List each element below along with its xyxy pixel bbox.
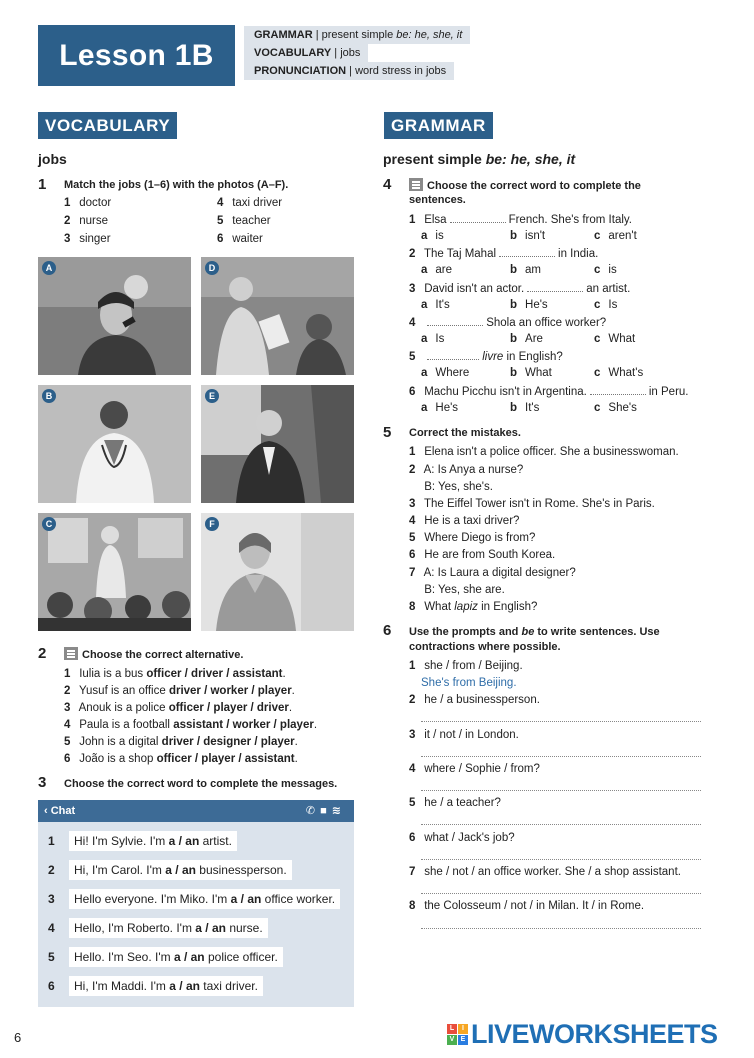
option-a[interactable]: a Is	[421, 333, 445, 345]
alternative-options[interactable]: officer / driver / assistant	[146, 668, 283, 680]
chat-panel	[38, 800, 354, 1007]
answer-line[interactable]	[421, 893, 701, 894]
gap-sentence: 2 The Taj Mahal in India.	[409, 248, 599, 260]
answer-blank[interactable]	[590, 385, 646, 395]
prompt-item: 8 the Colosseum / not / in Milan. It / in Rome.	[409, 900, 645, 912]
photo-teacher	[38, 513, 191, 631]
prompt-item: 5 he / a teacher?	[409, 797, 501, 809]
option-b[interactable]: b Are	[510, 333, 543, 345]
alternative-item: 5 John is a digital driver / designer / player.	[64, 736, 298, 748]
chat-header	[38, 800, 354, 822]
chat-message: 2 Hi, I'm Carol. I'm a / an businessperson.	[48, 860, 292, 880]
option-c[interactable]: c She's	[594, 402, 637, 414]
mistake-item: B: Yes, she are.	[424, 584, 505, 596]
info-pronunciation: PRONUNCIATION | word stress in jobs	[244, 62, 454, 80]
job-item: 3 singer	[64, 233, 111, 245]
photo-singer	[38, 257, 191, 375]
question-number: 3	[38, 774, 47, 791]
alternative-item: 2 Yusuf is an office driver / worker / player.	[64, 685, 295, 697]
job-item: 5 teacher	[217, 215, 271, 227]
photo-label: E	[205, 389, 219, 403]
photo-image	[201, 257, 354, 375]
alternative-options[interactable]: a / an	[195, 921, 226, 935]
option-b[interactable]: b He's	[510, 299, 548, 311]
photo-image	[38, 257, 191, 375]
chat-back-icon[interactable]: ‹	[44, 805, 48, 817]
option-a[interactable]: a Where	[421, 367, 470, 379]
prompt-item: 6 what / Jack's job?	[409, 832, 515, 844]
job-item: 2 nurse	[64, 215, 108, 227]
prompt-example: 1 she / from / Beijing.	[409, 660, 523, 672]
lesson-number: 1B	[174, 38, 214, 72]
mistake-item: 3 The Eiffel Tower isn't in Rome. She's in Paris.	[409, 498, 655, 510]
question-instruction: Use the prompts and be to write sentences. Use	[409, 626, 660, 638]
photo-label: A	[42, 261, 56, 275]
chat-bubble: Hello. I'm Seo. I'm a / an police officer.	[69, 947, 283, 967]
liveworksheets-logo	[447, 1019, 743, 1049]
option-b[interactable]: b What	[510, 367, 552, 379]
lesson-word: Lesson	[59, 38, 167, 72]
option-c[interactable]: c is	[594, 264, 617, 276]
alternative-options[interactable]: assistant / worker / player	[173, 719, 314, 731]
option-a[interactable]: a It's	[421, 299, 450, 311]
question-number: 4	[383, 176, 392, 193]
prompt-item: 4 where / Sophie / from?	[409, 763, 540, 775]
option-b[interactable]: b It's	[510, 402, 540, 414]
option-b[interactable]: b isn't	[510, 230, 546, 242]
grammar-heading: GRAMMAR	[384, 112, 493, 139]
mistake-item: 4 He is a taxi driver?	[409, 515, 520, 527]
logo-mark-icon: L I V E	[447, 1024, 468, 1045]
option-c[interactable]: c aren't	[594, 230, 637, 242]
question-instruction: sentences.	[409, 194, 466, 206]
photo-nurse	[201, 513, 354, 631]
grammar-subtitle: present simple be: he, she, it	[383, 151, 576, 167]
vocabulary-subtitle: jobs	[38, 151, 67, 167]
photo-doctor	[38, 385, 191, 503]
photo-label: B	[42, 389, 56, 403]
question-instruction: contractions where possible.	[409, 641, 561, 653]
answer-blank[interactable]	[499, 247, 555, 257]
chat-message: 3 Hello everyone. I'm Miko. I'm a / an office worker.	[48, 889, 340, 909]
vocabulary-heading: VOCABULARY	[38, 112, 177, 139]
chat-bubble: Hi, I'm Carol. I'm a / an businessperson.	[69, 860, 292, 880]
alternative-options[interactable]: officer / player / driver	[168, 702, 289, 714]
option-b[interactable]: b am	[510, 264, 542, 276]
lesson-title	[38, 25, 235, 86]
mistake-item: 7 A: Is Laura a digital designer?	[409, 567, 576, 579]
question-number: 6	[383, 622, 392, 639]
alternative-item: 3 Anouk is a police officer / player / driver.	[64, 702, 293, 714]
question-instruction: Correct the mistakes.	[409, 427, 521, 439]
answer-blank[interactable]	[527, 282, 583, 292]
photo-waiter	[201, 257, 354, 375]
mistake-item: B: Yes, she's.	[424, 481, 493, 493]
photo-label: D	[205, 261, 219, 275]
job-item: 6 waiter	[217, 233, 263, 245]
question-number: 1	[38, 176, 47, 193]
alternative-options[interactable]: driver / worker / player	[168, 685, 292, 697]
photo-taxi-driver	[201, 385, 354, 503]
alternative-item: 6 João is a shop officer / player / assistant.	[64, 753, 298, 765]
photo-image	[201, 385, 354, 503]
mistake-item: 1 Elena isn't a police officer. She a businesswoman.	[409, 446, 679, 458]
info-vocabulary: VOCABULARY | jobs	[244, 44, 368, 62]
question-instruction: Choose the correct word to complete the messages.	[64, 778, 338, 790]
alternative-options[interactable]: a / an	[230, 892, 262, 906]
photo-image	[38, 513, 191, 631]
answer-line[interactable]	[421, 756, 701, 757]
gap-sentence: 1 Elsa French. She's from Italy.	[409, 214, 632, 226]
photo-image	[201, 513, 354, 631]
chat-bubble: Hello, I'm Roberto. I'm a / an nurse.	[69, 918, 268, 938]
chat-message: 4 Hello, I'm Roberto. I'm a / an nurse.	[48, 918, 268, 938]
prompt-item: 2 he / a businessperson.	[409, 694, 540, 706]
answer-blank[interactable]	[427, 316, 483, 326]
alternative-options[interactable]: a / an	[173, 950, 205, 964]
chat-message: 1 Hi! I'm Sylvie. I'm a / an artist.	[48, 831, 237, 851]
option-a[interactable]: a He's	[421, 402, 459, 414]
prompt-item: 7 she / not / an office worker. She / a shop assistant.	[409, 866, 681, 878]
alternative-options[interactable]: officer / player / assistant	[156, 753, 295, 765]
answer-blank[interactable]	[450, 213, 506, 223]
mistake-item: 8 What lapiz in English?	[409, 601, 538, 613]
photo-label: F	[205, 517, 219, 531]
answer-line[interactable]	[421, 859, 701, 860]
answer-line[interactable]	[421, 928, 701, 929]
alternative-options[interactable]: a / an	[168, 834, 200, 848]
gap-sentence: 5 livre in English?	[409, 351, 563, 363]
question-instruction: Choose the correct word to complete the	[409, 178, 641, 194]
answer-line[interactable]	[421, 790, 701, 791]
example-answer: She's from Beijing.	[421, 677, 517, 689]
chat-bubble: Hi, I'm Maddi. I'm a / an taxi driver.	[69, 976, 263, 996]
chat-message: 6 Hi, I'm Maddi. I'm a / an taxi driver.	[48, 976, 263, 996]
info-grammar: GRAMMAR | present simple be: he, she, it	[244, 26, 470, 44]
gap-sentence: 4 Shola an office worker?	[409, 317, 607, 329]
worksheet-icon	[64, 647, 78, 660]
photo-image	[38, 385, 191, 503]
video-icon[interactable]: ■	[320, 805, 332, 817]
gap-sentence: 6 Machu Picchu isn't in Argentina. in Peru.	[409, 386, 689, 398]
mistake-item: 2 A: Is Anya a nurse?	[409, 464, 524, 476]
question-number: 5	[383, 424, 392, 441]
option-c[interactable]: c What	[594, 333, 636, 345]
alternative-item: 4 Paula is a football assistant / worker / player.	[64, 719, 318, 731]
job-item: 1 doctor	[64, 197, 112, 209]
mistake-item: 5 Where Diego is from?	[409, 532, 536, 544]
job-item: 4 taxi driver	[217, 197, 283, 209]
page-number: 6	[14, 1030, 22, 1045]
answer-line[interactable]	[421, 824, 701, 825]
prompt-item: 3 it / not / in London.	[409, 729, 519, 741]
worksheet-icon	[409, 178, 423, 191]
signal-icon[interactable]: ≋	[331, 805, 346, 817]
photo-label: C	[42, 517, 56, 531]
alternative-options[interactable]: driver / designer / player	[161, 736, 295, 748]
chat-bubble: Hello everyone. I'm Miko. I'm a / an office worker.	[69, 889, 340, 909]
mistake-item: 6 He are from South Korea.	[409, 549, 556, 561]
question-number: 2	[38, 645, 47, 662]
option-a[interactable]: a is	[421, 230, 444, 242]
alternative-options[interactable]: a / an	[165, 863, 196, 877]
chat-message: 5 Hello. I'm Seo. I'm a / an police officer.	[48, 947, 283, 967]
gap-sentence: 3 David isn't an actor. an artist.	[409, 283, 631, 295]
option-a[interactable]: a are	[421, 264, 453, 276]
question-instruction: Choose the correct alternative.	[64, 647, 243, 663]
answer-line[interactable]	[421, 721, 701, 722]
alternative-item: 1 Iulia is a bus officer / driver / assistant.	[64, 668, 286, 680]
logo-text: LIVEWORKSHEETS	[471, 1018, 718, 1049]
question-instruction: Match the jobs (1–6) with the photos (A–F).	[64, 179, 289, 191]
option-c[interactable]: c Is	[594, 299, 618, 311]
phone-icon[interactable]: ✆	[305, 805, 321, 817]
alternative-options[interactable]: a / an	[169, 979, 200, 993]
chat-bubble: Hi! I'm Sylvie. I'm a / an artist.	[69, 831, 237, 851]
chat-title: Chat	[50, 805, 76, 817]
option-c[interactable]: c What's	[594, 367, 644, 379]
answer-blank[interactable]	[427, 350, 479, 360]
